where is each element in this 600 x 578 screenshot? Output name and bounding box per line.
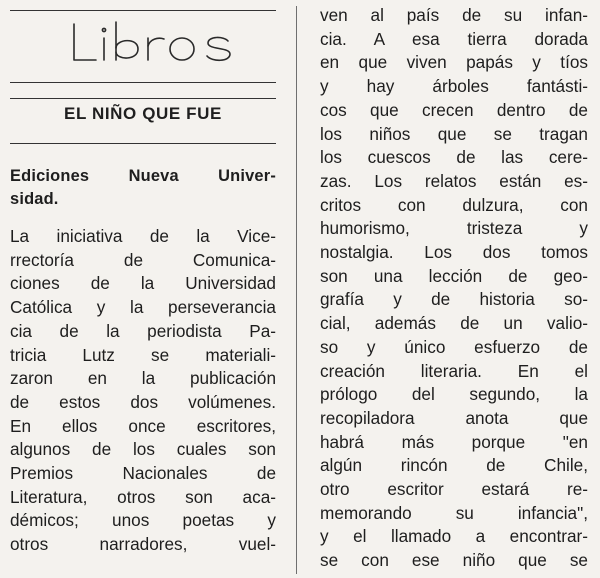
text-line: zaron en la publicación <box>10 368 276 389</box>
text-line: En ellos once escritores, <box>10 415 276 436</box>
text-line: cia de la periodista Pa- <box>10 320 276 341</box>
article-body-left <box>10 225 276 557</box>
text-line: rrectoría de Comunica- <box>10 249 276 270</box>
text-line: memorando su infancia", <box>320 502 588 523</box>
text-line: otros narradores, vuel- <box>10 534 276 555</box>
text-line: critos con dulzura, con <box>320 194 588 215</box>
text-line: habrá más porque "en <box>320 431 588 452</box>
column-divider <box>296 6 297 574</box>
section-logo <box>68 18 248 74</box>
text-line: otro escritor estará re- <box>320 479 588 500</box>
text-line: zas. Los relatos están es- <box>320 170 588 191</box>
top-rule <box>10 10 276 11</box>
publisher-byline <box>10 165 276 211</box>
article-body-right <box>320 4 588 573</box>
text-line: démicos; unos poetas y <box>10 510 276 531</box>
text-line: Literatura, otros son aca- <box>10 486 276 507</box>
text-line: tricia Lutz se materiali- <box>10 344 276 365</box>
text-line: se con ese niño que se <box>320 550 588 571</box>
text-line: nostalgia. Los dos tomos <box>320 242 588 263</box>
text-line: y el llamado a encontrar- <box>320 526 588 547</box>
text-line: los cuescos de las cere- <box>320 147 588 168</box>
text-line: humorismo, tristeza y <box>320 218 588 239</box>
text-line: ven al país de su infan- <box>320 5 588 25</box>
text-line: Católica y la perseverancia <box>10 297 276 318</box>
text-line: recopiladora anota que <box>320 407 588 428</box>
text-line: La iniciativa de la Vice- <box>10 226 276 246</box>
text-line: en que viven papás y tíos <box>320 52 588 73</box>
text-line: son una lección de geo- <box>320 265 588 286</box>
text-line: cia. A esa tierra dorada <box>320 28 588 49</box>
text-line: Premios Nacionales de <box>10 463 276 484</box>
headline-bottom-rule <box>10 143 276 144</box>
byline-line: Ediciones Nueva Univer- <box>10 167 276 185</box>
text-line: de estos dos volúmenes. <box>10 391 276 412</box>
libros-logo-graphic <box>68 18 248 74</box>
text-line: algunos de los cuales son <box>10 439 276 460</box>
headline-top-rule <box>10 98 276 99</box>
article-headline: EL NIÑO QUE FUE <box>64 104 222 123</box>
text-line: los niños que se tragan <box>320 123 588 144</box>
text-line: y hay árboles fantásti- <box>320 76 588 97</box>
text-line: cial, además de un valio- <box>320 313 588 334</box>
logo-bottom-rule <box>10 82 276 83</box>
text-line: ciones de la Universidad <box>10 273 276 294</box>
text-line: algún rincón de Chile, <box>320 455 588 476</box>
text-line: so y único esfuerzo de <box>320 336 588 357</box>
text-line: grafía y de historia so- <box>320 289 588 310</box>
byline-line: sidad. <box>10 190 59 208</box>
text-line: creación literaria. En el <box>320 360 588 381</box>
text-line: cos que crecen dentro de <box>320 99 588 120</box>
text-line: prólogo del segundo, la <box>320 384 588 405</box>
